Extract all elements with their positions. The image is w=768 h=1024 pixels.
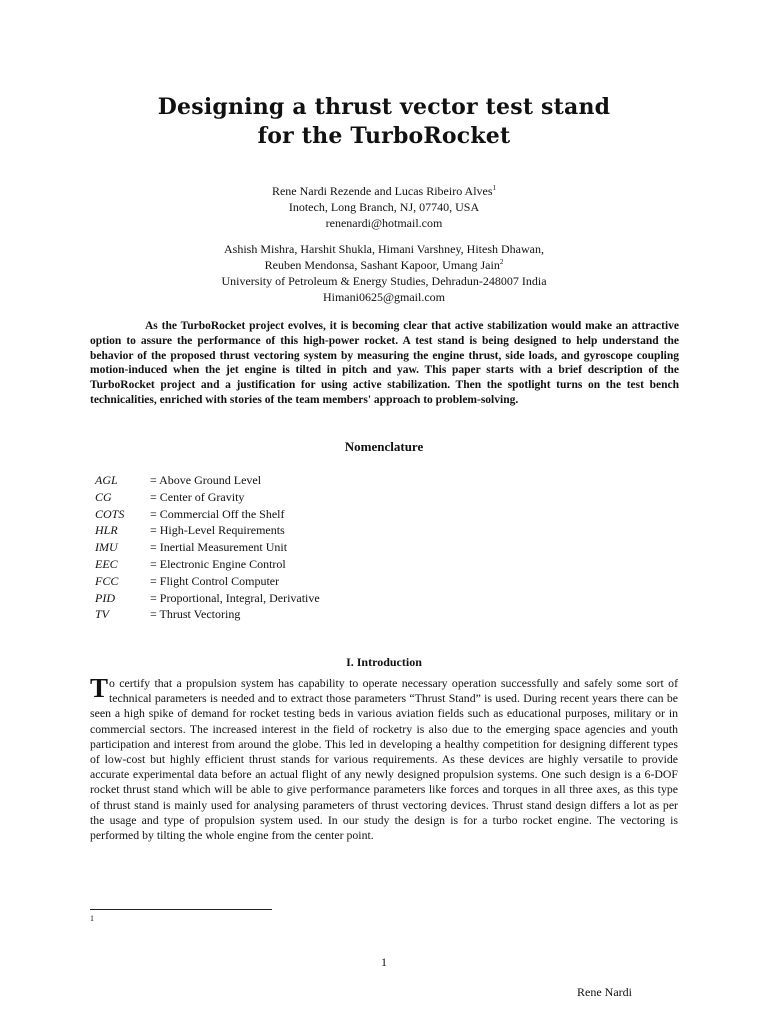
- author-block-2: [0, 241, 768, 305]
- nomenclature-abbr: TV: [95, 607, 110, 622]
- nomenclature-abbr: PID: [95, 590, 115, 605]
- author-block-1: [0, 183, 768, 231]
- nomenclature-item: [95, 606, 320, 623]
- nomenclature-definition: = Proportional, Integral, Derivative: [150, 590, 320, 605]
- nomenclature-definition: = High-Level Requirements: [150, 523, 285, 538]
- nomenclature-heading: Nomenclature: [344, 439, 424, 454]
- nomenclature-abbr: FCC: [95, 573, 119, 588]
- nomenclature-definition: = Inertial Measurement Unit: [150, 540, 288, 555]
- nomenclature-item: [95, 539, 320, 556]
- footnote-ref-1: 1: [492, 184, 497, 192]
- affiliation-2: University of Petroleum & Energy Studies, Dehradun-248007 India: [221, 274, 547, 288]
- email-1: renenardi@hotmail.com: [325, 216, 443, 230]
- nomenclature-abbr: AGL: [95, 473, 118, 487]
- footnote-divider: [90, 909, 272, 910]
- nomenclature-definition: = Above Ground Level: [150, 473, 262, 487]
- nomenclature-item: [95, 590, 320, 607]
- footnote-ref-2: 2: [499, 258, 504, 266]
- nomenclature-abbr: CG: [95, 489, 112, 504]
- introduction-text: o certify that a propulsion system has capability to operate necessary operation successfully and safely some sort of technical parameters is needed and to extract those parameters “Thrust Stand” is used. During recent years there can be seen a high spike of demand for rocket testing beds in various aviation fields such as educational purposes, military or in commercial sectors. The increased interest in the field of rocketry is also due to the emerging space agencies and youth participation and interest from around the globe. This led in developing a healthy competition for designing different types of low-cost but highly efficient thrust stands for various requirements. As these devices are highly versatile to provide accurate experimental data before an actual flight of any newly designed propulsion systems. One such design is a 6-DOF rocket thrust stand which will be able to give performance parameters like forces and torques in all three axes, as this type of thrust stand is mainly used for analysing parameters of thrust vectoring devices. Thrust stand design differs a lot as per the usage and type of propulsion system used. In our study the design is for a turbo rocket engine. The vectoring is performed by tilting the whole engine from the center point.: [90, 676, 678, 843]
- nomenclature-definition: = Electronic Engine Control: [150, 556, 286, 571]
- author-names-2b: Reuben Mendonsa, Sashant Kapoor, Umang Jain$^2$: [264, 258, 504, 272]
- introduction-heading: I. Introduction: [346, 655, 422, 669]
- nomenclature-list: [95, 472, 320, 623]
- author-names-1: Rene Nardi Rezende and Lucas Ribeiro Alves$^1$: [271, 184, 497, 198]
- nomenclature-abbr: HLR: [95, 523, 118, 538]
- nomenclature-definition: = Commercial Off the Shelf: [150, 506, 285, 521]
- nomenclature-item: [95, 472, 320, 489]
- nomenclature-abbr: EEC: [95, 556, 118, 571]
- nomenclature-definition: = Center of Gravity: [150, 489, 245, 504]
- nomenclature-item: [95, 522, 320, 539]
- nomenclature-item: [95, 506, 320, 523]
- running-footer-author: Rene Nardi: [577, 985, 632, 999]
- email-2: Himani0625@gmail.com: [322, 290, 446, 304]
- nomenclature-item: [95, 556, 320, 573]
- abstract: [90, 319, 679, 408]
- title-line-2: for the TurboRocket: [257, 123, 511, 149]
- nomenclature-item: [95, 573, 320, 590]
- page-number: 1: [381, 955, 387, 969]
- nomenclature-item: [95, 489, 320, 506]
- abstract-text: As the TurboRocket project evolves, it is becoming clear that active stabilization would make an attractive option to assure the performance of this high-power rocket. A test stand is being designed to help understand the behavior of the proposed thrust vectoring system by measuring the engine thrust, side loads, and gyroscope coupling motion-induced when the jet engine is tilted in pitch and yaw. This paper starts with a brief description of the TurboRocket project and a justification for using active stabilization. Then the spotlight turns on the test bench technicalities, enriched with stories of the team members' approach to problem-solving.: [90, 320, 679, 406]
- drop-cap: T: [90, 673, 109, 703]
- paper-title: [0, 93, 768, 151]
- affiliation-1: Inotech, Long Branch, NJ, 07740, USA: [288, 200, 480, 214]
- author-names-2a: Ashish Mishra, Harshit Shukla, Himani Varshney, Hitesh Dhawan,: [224, 242, 544, 256]
- nomenclature-definition: = Flight Control Computer: [150, 573, 280, 588]
- nomenclature-definition: = Thrust Vectoring: [150, 607, 241, 622]
- title-line-1: Designing a thrust vector test stand: [157, 94, 611, 120]
- nomenclature-abbr: COTS: [95, 506, 125, 521]
- footnote-marker: 1: [90, 914, 94, 923]
- nomenclature-abbr: IMU: [95, 540, 118, 555]
- introduction-body: [90, 673, 678, 843]
